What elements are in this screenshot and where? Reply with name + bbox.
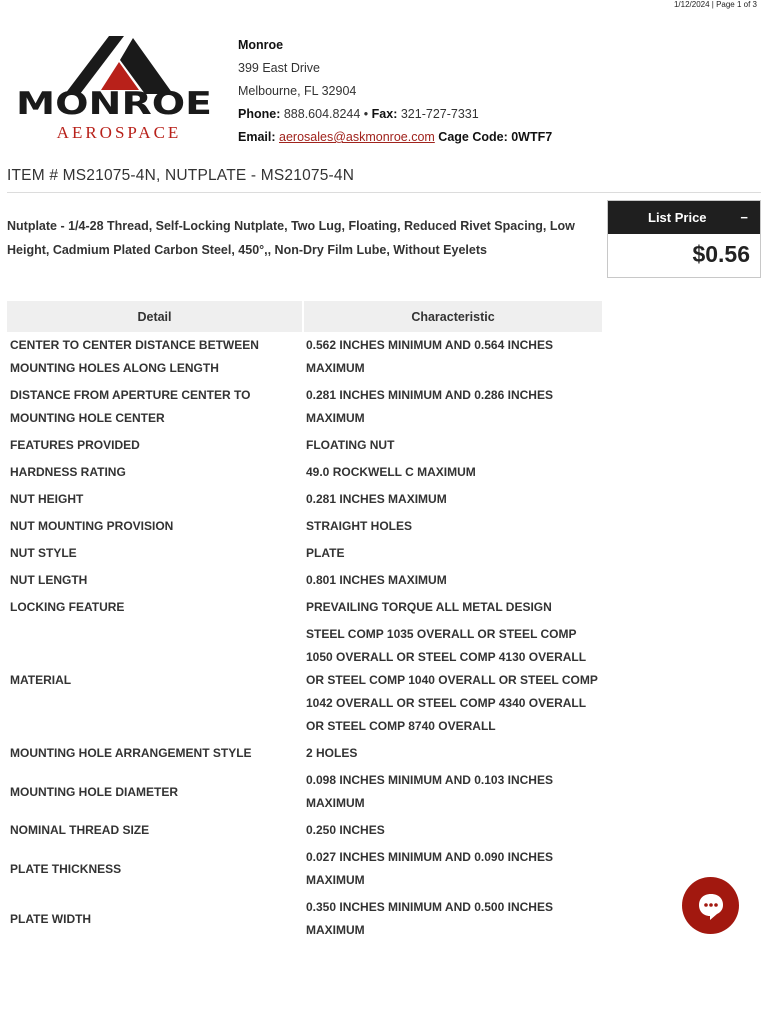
detail-cell: MATERIAL <box>10 673 72 687</box>
characteristic-cell: PLATE <box>306 546 345 560</box>
table-row <box>7 767 602 817</box>
table-row <box>7 894 602 944</box>
table-row <box>7 594 602 621</box>
table-row <box>7 740 602 767</box>
email-label: Email: <box>238 130 276 144</box>
header-characteristic: Characteristic <box>303 301 602 332</box>
table-row <box>7 540 602 567</box>
characteristic-cell: 0.250 INCHES <box>306 823 385 837</box>
characteristic-cell: 0.562 INCHES MINIMUM AND 0.564 INCHES MAXIMUM <box>306 338 553 375</box>
characteristic-cell: 0.281 INCHES MAXIMUM <box>306 492 447 506</box>
table-row <box>7 432 602 459</box>
detail-cell: HARDNESS RATING <box>10 465 126 479</box>
price-collapse-button[interactable]: − <box>740 210 748 225</box>
price-label: List Price <box>648 210 707 225</box>
detail-cell: NOMINAL THREAD SIZE <box>10 823 150 837</box>
company-info <box>238 34 552 149</box>
table-row <box>7 817 602 844</box>
chat-button[interactable] <box>682 877 739 934</box>
monroe-logo <box>13 34 215 144</box>
characteristic-cell: STEEL COMP 1035 OVERALL OR STEEL COMP 1050 OVERALL OR STEEL COMP 4130 OVERALL OR STEEL COMP 1040 OVERALL OR STEEL COMP 1042 OVERALL OR STEEL COMP 4340 OVERALL OR STEEL COMP 8740 OVERALL <box>306 627 598 733</box>
fax-number: 321-727-7331 <box>400 107 479 121</box>
header-detail: Detail <box>7 301 303 332</box>
chat-bubble-icon <box>696 891 726 921</box>
detail-cell: MOUNTING HOLE DIAMETER <box>10 784 178 799</box>
logo-subtitle: AEROSPACE <box>56 123 182 142</box>
detail-cell: NUT HEIGHT <box>10 492 84 506</box>
table-row <box>7 567 602 594</box>
detail-cell: FEATURES PROVIDED <box>10 438 140 452</box>
logo-mark-icon <box>13 34 215 144</box>
spec-table <box>7 301 602 944</box>
table-row <box>7 332 602 382</box>
detail-cell: NUT LENGTH <box>10 573 88 587</box>
detail-cell: PLATE THICKNESS <box>10 861 122 876</box>
table-row <box>7 513 602 540</box>
company-name: Monroe <box>238 38 284 52</box>
table-row <box>7 486 602 513</box>
characteristic-cell: 0.098 INCHES MINIMUM AND 0.103 INCHES MAXIMUM <box>306 773 553 810</box>
company-email-line <box>238 126 552 149</box>
fax-label: Fax: <box>371 107 398 121</box>
price-header <box>608 201 760 234</box>
detail-cell: DISTANCE FROM APERTURE CENTER TO MOUNTING HOLE CENTER <box>10 388 251 425</box>
phone-number: 888.604.8244 <box>283 107 361 121</box>
item-description: Nutplate - 1/4-28 Thread, Self-Locking Nutplate, Two Lug, Floating, Reduced Rivet Spacing, Low Height, Cadmium Plated Carbon Steel, 450°,, Non-Dry Film Lube, Without Eyelets <box>7 219 575 257</box>
characteristic-cell: FLOATING NUT <box>306 438 395 452</box>
characteristic-cell: 0.281 INCHES MINIMUM AND 0.286 INCHES MAXIMUM <box>306 388 553 425</box>
spec-table-body <box>7 332 602 944</box>
characteristic-cell: STRAIGHT HOLES <box>306 519 413 533</box>
characteristic-cell: 49.0 ROCKWELL C MAXIMUM <box>306 465 476 479</box>
detail-cell: NUT STYLE <box>10 546 77 560</box>
email-link[interactable]: aerosales@askmonroe.com <box>279 130 435 144</box>
table-row <box>7 844 602 894</box>
characteristic-cell: 0.027 INCHES MINIMUM AND 0.090 INCHES MAXIMUM <box>306 850 553 887</box>
logo-wordmark: MONROE <box>16 86 212 122</box>
item-title: ITEM # MS21075-4N, NUTPLATE - MS21075-4N <box>7 163 761 193</box>
phone-separator: • <box>363 107 369 121</box>
characteristic-cell: 0.350 INCHES MINIMUM AND 0.500 INCHES MAXIMUM <box>306 900 553 937</box>
characteristic-cell: 2 HOLES <box>306 746 358 760</box>
detail-cell: LOCKING FEATURE <box>10 600 125 614</box>
company-phone-line <box>238 103 552 126</box>
detail-cell: NUT MOUNTING PROVISION <box>10 519 174 533</box>
table-row <box>7 382 602 432</box>
detail-cell: PLATE WIDTH <box>10 911 92 926</box>
price-value: $0.56 <box>692 241 750 267</box>
detail-cell: MOUNTING HOLE ARRANGEMENT STYLE <box>10 746 252 760</box>
table-row <box>7 459 602 486</box>
cage-label: Cage Code: <box>438 130 508 144</box>
page-stamp: 1/12/2024 | Page 1 of 3 <box>673 0 757 9</box>
company-address-line2: Melbourne, FL 32904 <box>238 84 357 98</box>
detail-cell: CENTER TO CENTER DISTANCE BETWEEN MOUNTING HOLES ALONG LENGTH <box>10 338 259 375</box>
characteristic-cell: 0.801 INCHES MAXIMUM <box>306 573 447 587</box>
company-address-line1: 399 East Drive <box>238 61 320 75</box>
characteristic-cell: PREVAILING TORQUE ALL METAL DESIGN <box>306 600 552 614</box>
table-row <box>7 621 602 740</box>
phone-label: Phone: <box>238 107 281 121</box>
cage-code: 0WTF7 <box>511 130 553 144</box>
price-box <box>607 200 761 278</box>
